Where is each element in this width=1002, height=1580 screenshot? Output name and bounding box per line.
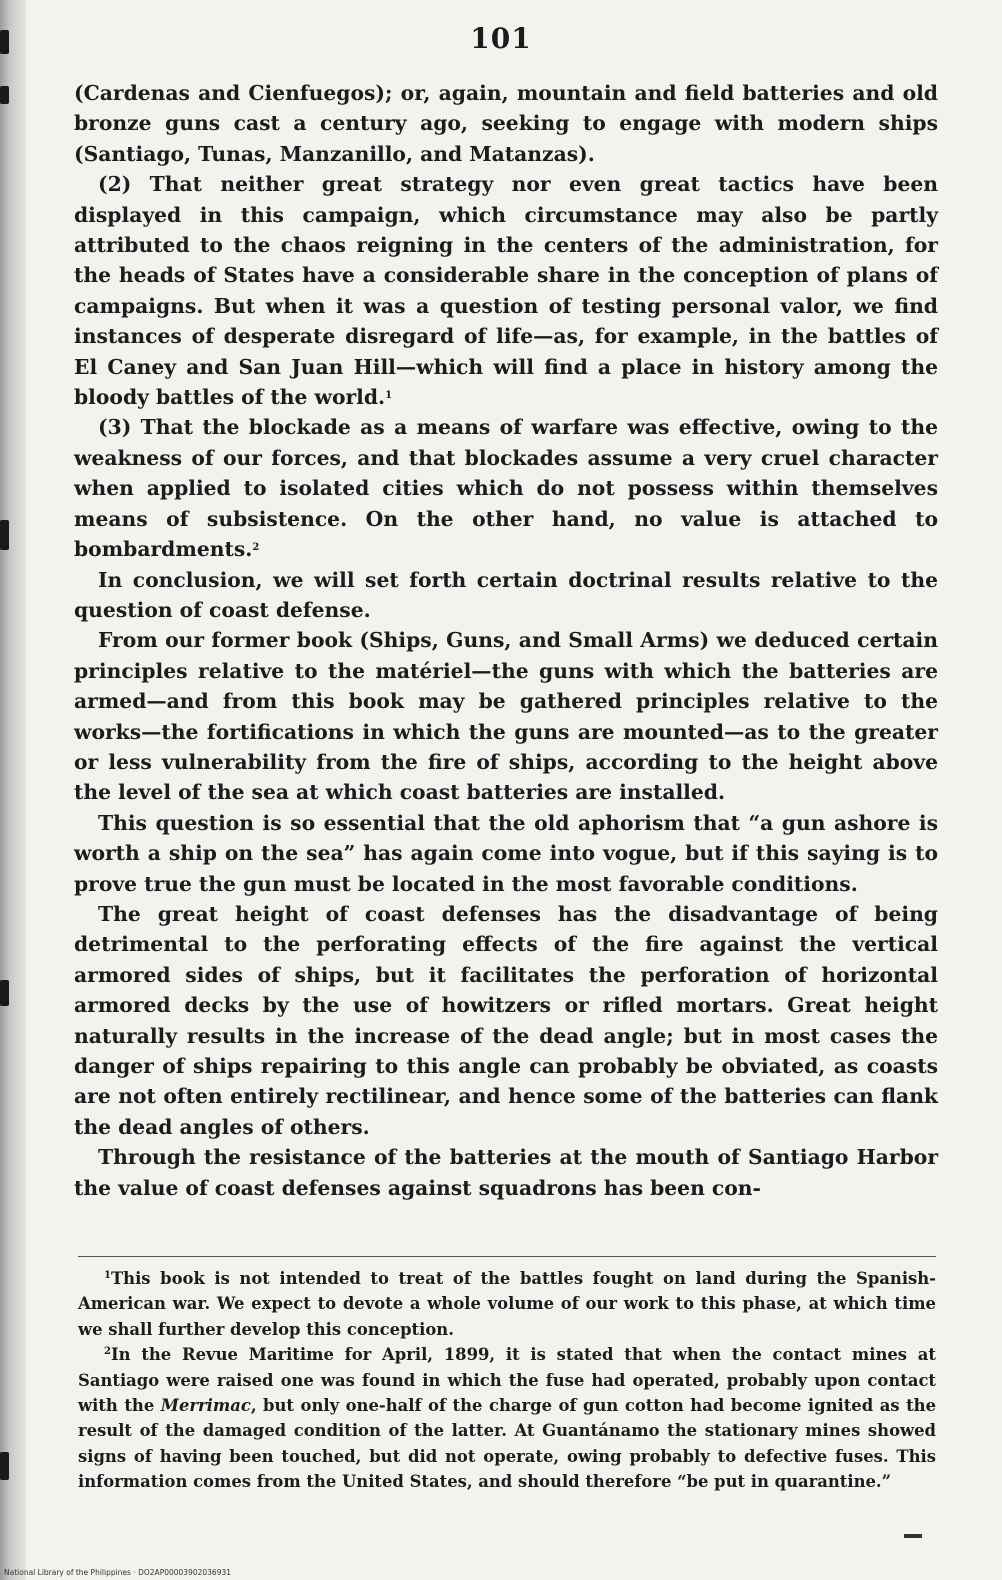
page-binding-edge: [0, 0, 26, 1580]
paragraph: This question is so essential that the old aphorism that “a gun ashore is worth a ship on the sea” has again come into vogue, but if this saying is to prove true the gun must be located in the most favorable conditions.: [74, 810, 938, 896]
binding-mark: [0, 1452, 9, 1480]
paragraph-text: (2) That neither great strategy nor even great tactics have been displayed in this campaign, which circumstance may also be partly attributed to the chaos reigning in the centers of the administration, for the heads of States have a considerable share in the conception of plans of campaigns. But when it was a question of testing personal valor, we find instances of desperate disregard of life—as, for example, in the battles of El Caney and San Juan Hill—which will find a place in history among the bloody battles of the world.: [74, 172, 938, 410]
paragraph: From our former book (Ships, Guns, and Small Arms) we deduced certain principles relative to the matériel—the guns with which the batteries are armed—and from this book may be gathered principles relative to the works—the fortifications in which the guns are mounted—as to the greater or less vulnerability from the fire of ships, according to the height above the level of the sea at which coast batteries are installed.: [74, 628, 938, 805]
footnote-divider: [78, 1256, 936, 1257]
footnote-text: , but only one-half of the charge of gun cotton had become ignited as the result of the damaged condition of the latter. At Guantánamo the stationary mines showed signs of having been touched, but did not operate, owing probably to defective fuses. This information comes from the United States, and should therefore “be put in quarantine.”: [78, 1396, 936, 1492]
paragraph: In conclusion, we will set forth certain doctrinal results relative to the question of coast defense.: [74, 567, 938, 622]
footnote: [78, 1266, 936, 1342]
footnote: [78, 1342, 936, 1494]
paragraph: [74, 169, 938, 412]
footnote-marker: 1: [104, 1270, 111, 1281]
footnote-text: This book is not intended to treat of the battles fought on land during the Spanish-American war. We expect to devote a whole volume of our work to this phase, at which time we shall further develop this conception.: [78, 1269, 936, 1339]
paragraph: (Cardenas and Cienfuegos); or, again, mountain and field batteries and old bronze guns cast a century ago, seeking to engage with modern ships (Santiago, Tunas, Manzanillo, and Matanzas).: [74, 81, 938, 166]
binding-mark: [0, 980, 9, 1006]
footnote-reference: 2: [252, 542, 260, 554]
page-end-dash: [904, 1534, 922, 1538]
footnote-marker: 2: [104, 1346, 111, 1358]
paragraph-text: (3) That the blockade as a means of warfare was effective, owing to the weakness of our forces, and that blockades assume a very cruel character when applied to isolated cities which do not possess within themselves means of subsistence. On the other hand, no value is attached to bombardments.: [74, 415, 938, 562]
footnotes: [78, 1266, 936, 1495]
binding-mark: [0, 520, 9, 550]
ship-name: Merrimac: [160, 1396, 251, 1416]
page-number: 101: [470, 22, 532, 55]
library-stamp: National Library of the Philippines · DO2AP00003902036931: [4, 1568, 232, 1577]
footnote-text: In the Revue Maritime for April, 1899, it is stated that when the contact mines at Santiago were raised one was found in which the fuse had operated, probably upon contact with the: [78, 1345, 936, 1416]
binding-mark: [0, 86, 9, 104]
paragraph: Through the resistance of the batteries at the mouth of Santiago Harbor the value of coast defenses against squadrons has been con-: [74, 1145, 938, 1200]
paragraph: [74, 412, 938, 564]
paragraph: The great height of coast defenses has the disadvantage of being detrimental to the perforating effects of the fire against the vertical armored sides of ships, but it facilitates the perforation of horizontal armored decks by the use of howitzers or rifled mortars. Great height naturally results in the increase of the dead angle; but in most cases the danger of ships repairing to this angle can probably be obviated, as coasts are not often entirely rectilinear, and hence some of the batteries can flank the dead angles of others.: [74, 901, 938, 1139]
footnote-reference: 1: [385, 390, 393, 402]
body-text: [74, 78, 938, 1203]
